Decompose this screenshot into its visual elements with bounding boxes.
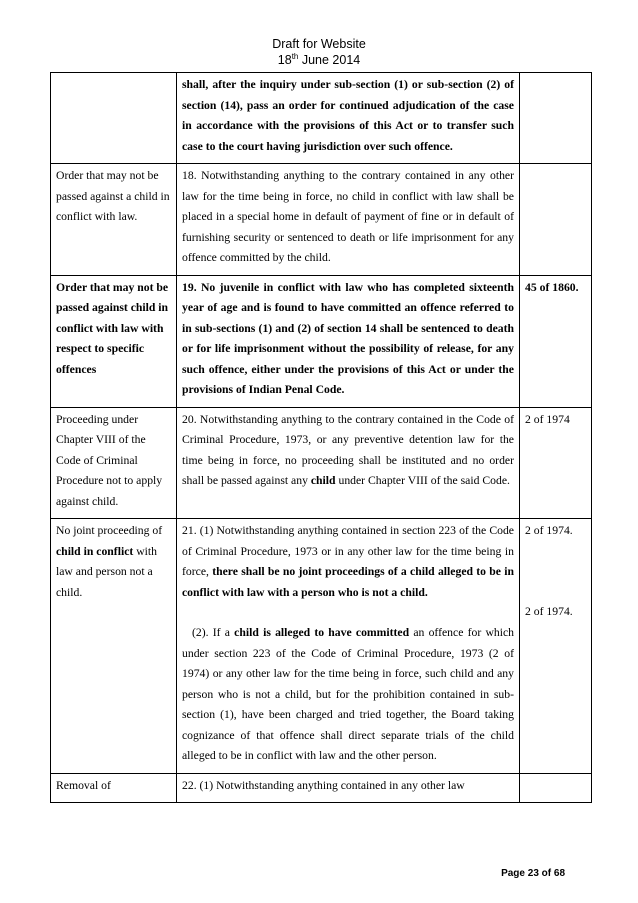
- section-text-part: under Chapter VIII of the said Code.: [335, 474, 510, 487]
- sub-section-1: [182, 521, 514, 603]
- section-text-part: 20. Notwithstanding anything to the contrary contained in the Code of Criminal Procedure, 1973, or any preventive detention law for the time being in force, no proceeding shall be instituted and no order shall be passed against any: [182, 412, 514, 487]
- section-text: 22. (1) Notwithstanding anything contained in any other law: [177, 773, 520, 803]
- header-date-rest: June 2014: [298, 53, 361, 67]
- marginal-note: Proceeding under Chapter VIII of the Code of Criminal Procedure not to apply against child.: [51, 407, 177, 519]
- table-row: [51, 164, 592, 276]
- marginal-note: Removal of: [51, 773, 177, 803]
- section-text: 19. No juvenile in conflict with law who has completed sixteenth year of age and is found to have committed an offence referred to in sub-sections (1) and (2) of section 14 shall be sentenced to death or for life imprisonment without the possibility of release, for any such offence, either under the provisions of this Act or under the provisions of Indian Penal Code.: [177, 275, 520, 407]
- section-text-part: an offence for which under section 223 of the Code of Criminal Procedure, 1973 (2 of 1974) or any other law for the time being in force, such child and any person who is not a child, but for the prohibition contained in sub-section (1), have been charged and tried together, the Board taking cognizance of that offence shall direct separate trials of the child alleged to be in conflict with law and the other person.: [182, 626, 515, 762]
- table-row: [51, 519, 592, 774]
- header-date-day: 18: [277, 53, 292, 67]
- reference-note: [520, 73, 592, 164]
- section-text: 18. Notwithstanding anything to the contrary contained in any other law for the time being in force, no child in conflict with law shall be placed in a special home in default of payment of fine or in default of furnishing security or sentenced to death or life imprisonment for any offence committed by the child.: [177, 164, 520, 276]
- marginal-note: [51, 519, 177, 774]
- marginal-note: Order that may not be passed against a child in conflict with law.: [51, 164, 177, 276]
- header-title: Draft for Website: [272, 37, 366, 51]
- page-header: [0, 36, 638, 68]
- section-text: shall, after the inquiry under sub-section (1) or sub-section (2) of section (14), pass an order for continued adjudication of the case in accordance with the provisions of this Act or to transfer such case to the court having jurisdiction over such offence.: [177, 73, 520, 164]
- marginal-note: Order that may not be passed against child in conflict with law with respect to specific offences: [51, 275, 177, 407]
- section-text-bold: child: [310, 474, 336, 487]
- section-text-bold: there shall be no joint proceedings of a child alleged to be in conflict with law with a person who is not a child.: [182, 565, 514, 599]
- header-date-suffix: th: [291, 51, 299, 61]
- table-row: [51, 407, 592, 519]
- section-text-part: (2). If a: [192, 626, 235, 639]
- reference-note: 45 of 1860.: [520, 275, 592, 407]
- reference-note: [520, 773, 592, 803]
- section-text: [177, 407, 520, 519]
- table-row: [51, 773, 592, 803]
- reference-note-2: 2 of 1974.: [525, 604, 573, 618]
- marginal-note-part: with law and person not a child.: [56, 544, 157, 599]
- reference-note: [520, 519, 592, 774]
- reference-note: [520, 164, 592, 276]
- reference-note-1: 2 of 1974.: [525, 524, 573, 537]
- marginal-note: [51, 73, 177, 164]
- table-row: [51, 275, 592, 407]
- sub-section-2: [182, 623, 514, 767]
- marginal-note-part: No joint proceeding of: [56, 524, 163, 537]
- header-date: [0, 52, 638, 68]
- provisions-table: [50, 72, 592, 803]
- section-text-bold: child is alleged to have committed: [234, 626, 410, 639]
- reference-note: 2 of 1974: [520, 407, 592, 519]
- section-text: [177, 519, 520, 774]
- marginal-note-bold: child in conflict: [56, 544, 134, 558]
- section-text-part: 21. (1) Notwithstanding anything contained in section 223 of the Code of Criminal Procedure, 1973 or in any other law for the time being in force,: [182, 524, 514, 578]
- table-row: [51, 73, 592, 164]
- page-number: Page 23 of 68: [501, 868, 565, 879]
